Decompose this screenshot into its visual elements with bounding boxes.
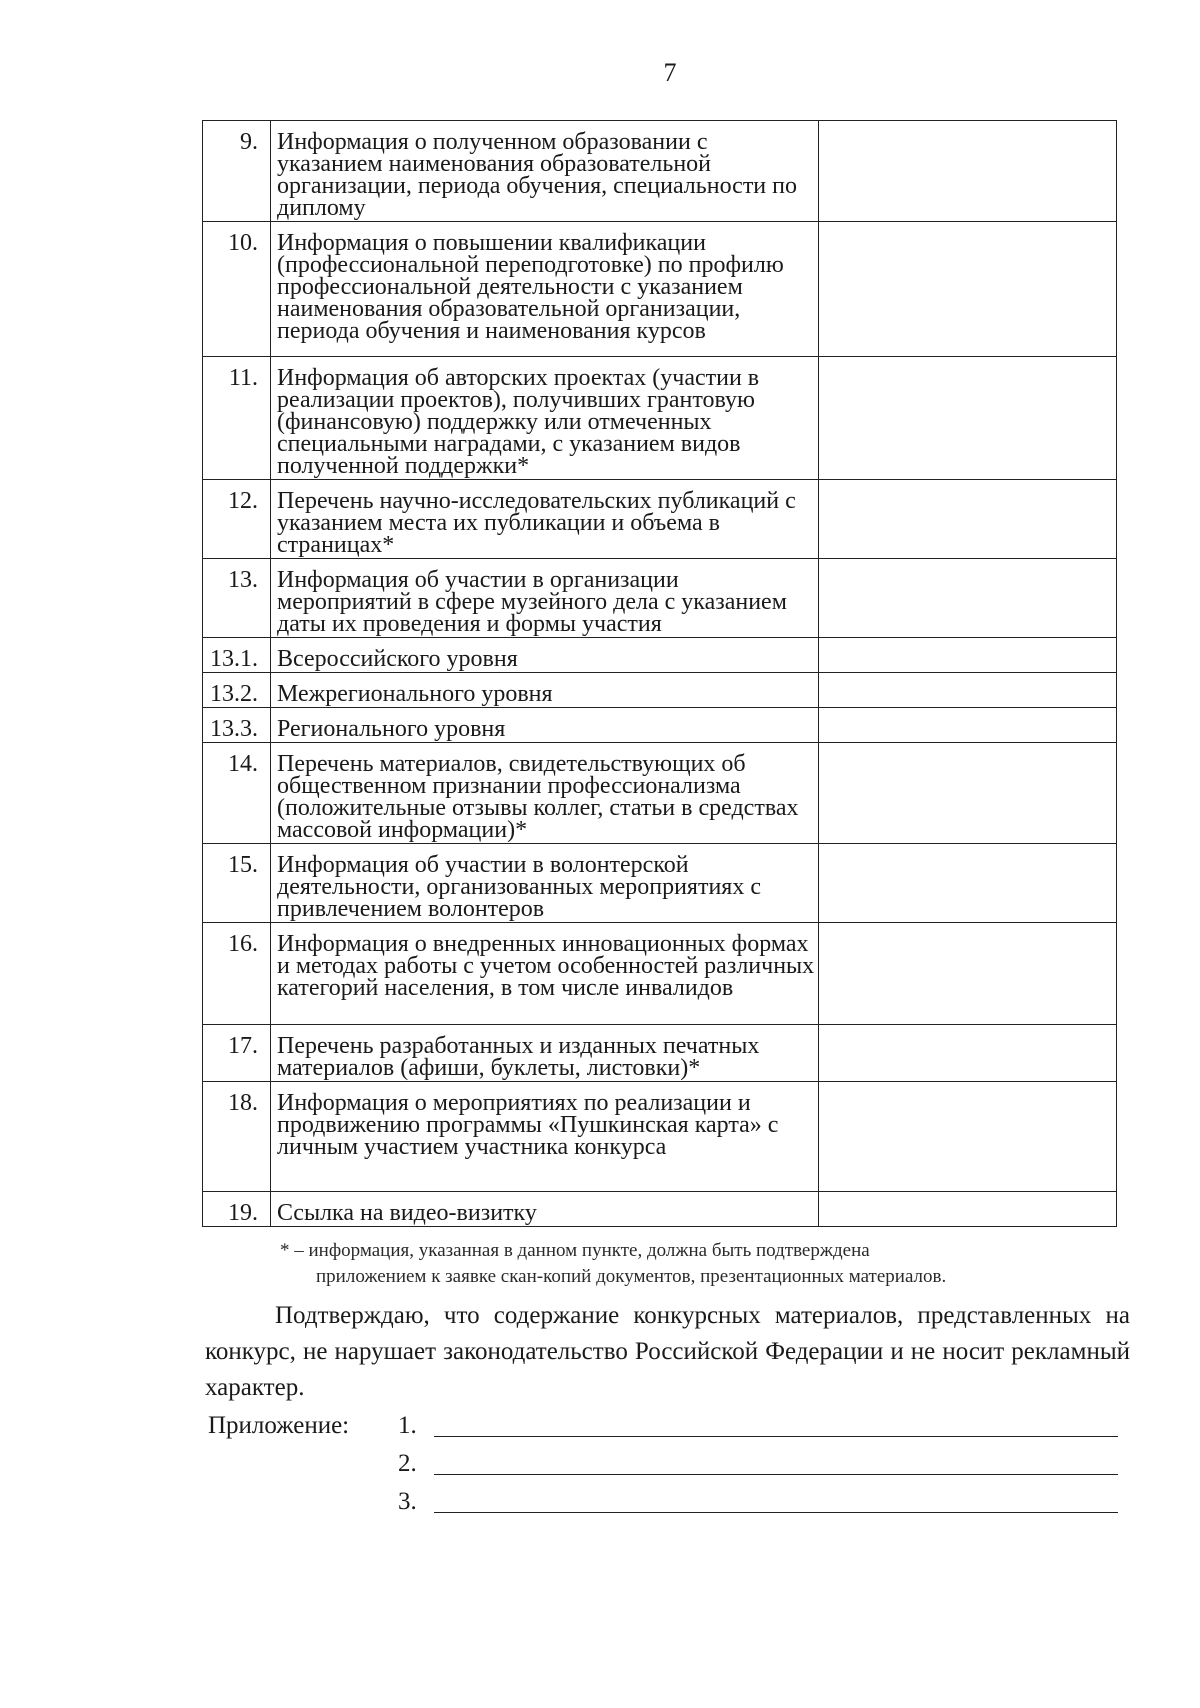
appendix-blank-line xyxy=(434,1436,1118,1437)
footnote xyxy=(280,1238,1120,1290)
row-value-cell[interactable] xyxy=(819,121,1117,222)
row-description: Межрегионального уровня xyxy=(271,673,819,708)
row-description: Перечень разработанных и изданных печатных материалов (афиши, буклеты, листовки)* xyxy=(271,1025,819,1082)
row-number: 13. xyxy=(203,559,271,638)
row-description: Ссылка на видео-визитку xyxy=(271,1192,819,1227)
table-row xyxy=(203,923,1117,1025)
row-number: 13.1. xyxy=(203,638,271,673)
table-row xyxy=(203,357,1117,480)
appendix-line-1[interactable] xyxy=(398,1412,1118,1442)
table-row xyxy=(203,121,1117,222)
row-number: 13.3. xyxy=(203,708,271,743)
row-value-cell[interactable] xyxy=(819,559,1117,638)
appendix-line-number: 3. xyxy=(398,1488,417,1515)
appendix-line-3[interactable] xyxy=(398,1488,1118,1518)
row-value-cell[interactable] xyxy=(819,673,1117,708)
table-row xyxy=(203,222,1117,357)
table-row xyxy=(203,1192,1117,1227)
page-number: 7 xyxy=(663,58,677,87)
row-number: 18. xyxy=(203,1082,271,1192)
row-description: Регионального уровня xyxy=(271,708,819,743)
row-value-cell[interactable] xyxy=(819,844,1117,923)
row-description: Информация об участии в организации мероприятий в сфере музейного дела с указанием даты их проведения и формы участия xyxy=(271,559,819,638)
row-value-cell[interactable] xyxy=(819,1025,1117,1082)
appendix-line-number: 2. xyxy=(398,1450,417,1477)
row-value-cell[interactable] xyxy=(819,1192,1117,1227)
row-description: Всероссийского уровня xyxy=(271,638,819,673)
table-row xyxy=(203,844,1117,923)
row-value-cell[interactable] xyxy=(819,638,1117,673)
table-row xyxy=(203,559,1117,638)
appendix-line-number: 1. xyxy=(398,1412,417,1439)
row-number: 10. xyxy=(203,222,271,357)
row-number: 12. xyxy=(203,480,271,559)
row-number: 14. xyxy=(203,743,271,844)
row-number: 16. xyxy=(203,923,271,1025)
table-row xyxy=(203,708,1117,743)
footnote-line-1: * – информация, указанная в данном пункте, должна быть подтверждена xyxy=(280,1240,870,1261)
row-description: Информация об авторских проектах (участии в реализации проектов), получивших грантовую (финансовую) поддержку или отмеченных специальными наградами, с указанием видов полученной поддержки* xyxy=(271,357,819,480)
row-number: 11. xyxy=(203,357,271,480)
row-description: Перечень материалов, свидетельствующих об общественном признании профессионализма (положительные отзывы коллег, статьи в средствах массовой информации)* xyxy=(271,743,819,844)
row-description: Информация о повышении квалификации (профессиональной переподготовке) по профилю профессиональной деятельности с указанием наименования образовательной организации, периода обучения и наименования курсов xyxy=(271,222,819,357)
row-value-cell[interactable] xyxy=(819,708,1117,743)
row-number: 13.2. xyxy=(203,673,271,708)
row-description: Перечень научно-исследовательских публикаций с указанием места их публикации и объема в страницах* xyxy=(271,480,819,559)
appendix-blank-line xyxy=(434,1512,1118,1513)
appendix-blank-line xyxy=(434,1474,1118,1475)
row-number: 9. xyxy=(203,121,271,222)
table-row xyxy=(203,638,1117,673)
row-value-cell[interactable] xyxy=(819,480,1117,559)
table-row xyxy=(203,743,1117,844)
row-description: Информация об участии в волонтерской деятельности, организованных мероприятиях с привлечением волонтеров xyxy=(271,844,819,923)
table-row xyxy=(203,673,1117,708)
row-description: Информация о мероприятиях по реализации и продвижению программы «Пушкинская карта» с личным участием участника конкурса xyxy=(271,1082,819,1192)
appendix-line-2[interactable] xyxy=(398,1450,1118,1480)
row-value-cell[interactable] xyxy=(819,743,1117,844)
application-form-table xyxy=(202,120,1117,1227)
table-row xyxy=(203,480,1117,559)
row-value-cell[interactable] xyxy=(819,357,1117,480)
footnote-line-2: приложением к заявке скан-копий документов, презентационных материалов. xyxy=(316,1266,947,1287)
row-description: Информация о внедренных инновационных формах и методах работы с учетом особенностей различных категорий населения, в том числе инвалидов xyxy=(271,923,819,1025)
row-number: 15. xyxy=(203,844,271,923)
row-value-cell[interactable] xyxy=(819,923,1117,1025)
row-value-cell[interactable] xyxy=(819,222,1117,357)
row-description: Информация о полученном образовании с указанием наименования образовательной организации, периода обучения, специальности по диплому xyxy=(271,121,819,222)
table-row xyxy=(203,1025,1117,1082)
row-number: 19. xyxy=(203,1192,271,1227)
appendix-label: Приложение: xyxy=(208,1412,350,1439)
table-row xyxy=(203,1082,1117,1192)
row-value-cell[interactable] xyxy=(819,1082,1117,1192)
confirmation-statement: Подтверждаю, что содержание конкурсных материалов, представленных на конкурс, не нарушает законодательство Российской Федерации и не носит рекламный характер. xyxy=(205,1302,1130,1401)
row-number: 17. xyxy=(203,1025,271,1082)
